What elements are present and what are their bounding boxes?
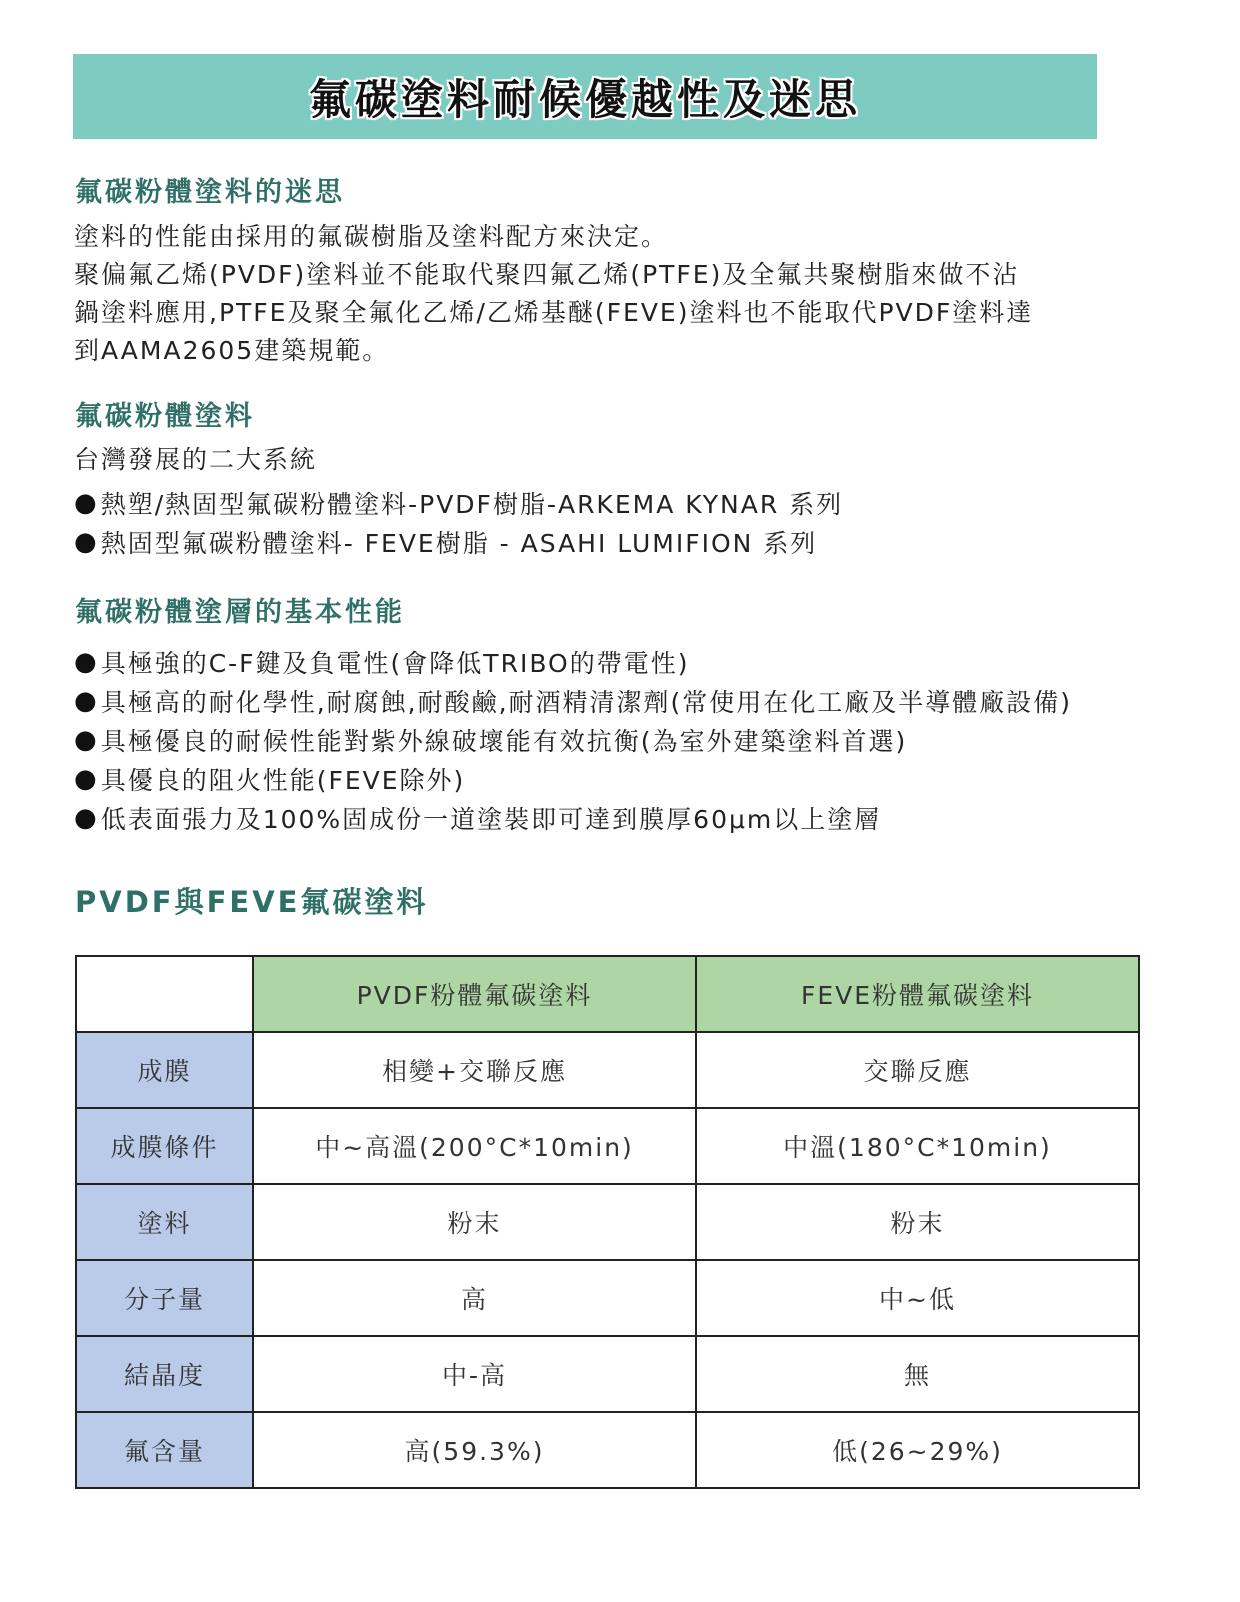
table-cell: 中~低 <box>696 1260 1139 1336</box>
table-cell: 無 <box>696 1336 1139 1412</box>
list-item: ● 低表面張力及100%固成份一道塗裝即可達到膜厚60μm以上塗層 <box>74 802 882 834</box>
row-header: 成膜 <box>76 1032 253 1108</box>
myth-line-3: 鍋塗料應用,PTFE及聚全氟化乙烯/乙烯基醚(FEVE)塗料也不能取代PVDF塗料達 <box>74 298 1034 327</box>
systems-list <box>74 483 843 561</box>
table-row <box>76 1260 1139 1336</box>
properties-list <box>74 642 1072 837</box>
table-cell: 高(59.3%) <box>253 1412 696 1488</box>
list-item: ● 熱塑/熱固型氟碳粉體塗料-PVDF樹脂-ARKEMA KYNAR 系列 <box>74 487 844 519</box>
column-header-pvdf: PVDF粉體氟碳塗料 <box>253 956 696 1032</box>
bullet-icon: ● <box>74 646 99 677</box>
myth-line-4: 到AAMA2605建築規範。 <box>74 336 390 365</box>
table-cell: 交聯反應 <box>696 1032 1139 1108</box>
table-cell: 中-高 <box>253 1336 696 1412</box>
table-cell: 中~高溫(200°C*10min) <box>253 1108 696 1184</box>
table-header-row <box>76 956 1139 1032</box>
table-cell: 高 <box>253 1260 696 1336</box>
list-item: ● 具極高的耐化學性,耐腐蝕,耐酸鹼,耐酒精清潔劑(常使用在化工廠及半導體廠設備) <box>74 685 1073 717</box>
section-heading-powder: 氟碳粉體塗料 <box>75 401 255 432</box>
table-row <box>76 1032 1139 1108</box>
row-header: 結晶度 <box>76 1336 253 1412</box>
bullet-icon: ● <box>74 724 99 755</box>
row-header: 成膜條件 <box>76 1108 253 1184</box>
column-header-feve: FEVE粉體氟碳塗料 <box>696 956 1139 1032</box>
bullet-icon: ● <box>74 487 99 518</box>
row-header: 分子量 <box>76 1260 253 1336</box>
myth-line-1: 塗料的性能由採用的氟碳樹脂及塗料配方來決定。 <box>74 222 669 251</box>
row-header: 氟含量 <box>76 1412 253 1488</box>
table-cell: 粉末 <box>696 1184 1139 1260</box>
myth-line-2: 聚偏氟乙烯(PVDF)塗料並不能取代聚四氟乙烯(PTFE)及全氟共聚樹脂來做不沾 <box>74 260 1020 289</box>
bullet-icon: ● <box>74 802 99 833</box>
bullet-icon: ● <box>74 685 99 716</box>
systems-intro: 台灣發展的二大系統 <box>74 445 318 474</box>
list-item: ● 具優良的阻火性能(FEVE除外) <box>74 763 466 795</box>
row-header: 塗料 <box>76 1184 253 1260</box>
table-corner-cell <box>76 956 253 1032</box>
table-cell: 粉末 <box>253 1184 696 1260</box>
section-heading-comparison: PVDF與FEVE氟碳塗料 <box>75 885 429 919</box>
comparison-table <box>75 955 1140 1489</box>
section-heading-myths: 氟碳粉體塗料的迷思 <box>75 177 345 208</box>
table-row <box>76 1108 1139 1184</box>
table-cell: 相變+交聯反應 <box>253 1032 696 1108</box>
table-row <box>76 1336 1139 1412</box>
list-item: ● 熱固型氟碳粉體塗料- FEVE樹脂 - ASAHI LUMIFION 系列 <box>74 526 818 558</box>
list-item: ● 具極優良的耐候性能對紫外線破壞能有效抗衡(為室外建築塗料首選) <box>74 724 908 756</box>
title-banner <box>73 54 1097 139</box>
table-cell: 中溫(180°C*10min) <box>696 1108 1139 1184</box>
table-row <box>76 1184 1139 1260</box>
table-row <box>76 1412 1139 1488</box>
bullet-icon: ● <box>74 763 99 794</box>
section-heading-properties: 氟碳粉體塗層的基本性能 <box>75 597 405 628</box>
list-item: ● 具極強的C-F鍵及負電性(會降低TRIBO的帶電性) <box>74 646 690 678</box>
page-title: 氟碳塗料耐候優越性及迷思 <box>308 74 861 124</box>
table-cell: 低(26~29%) <box>696 1412 1139 1488</box>
bullet-icon: ● <box>74 526 99 557</box>
